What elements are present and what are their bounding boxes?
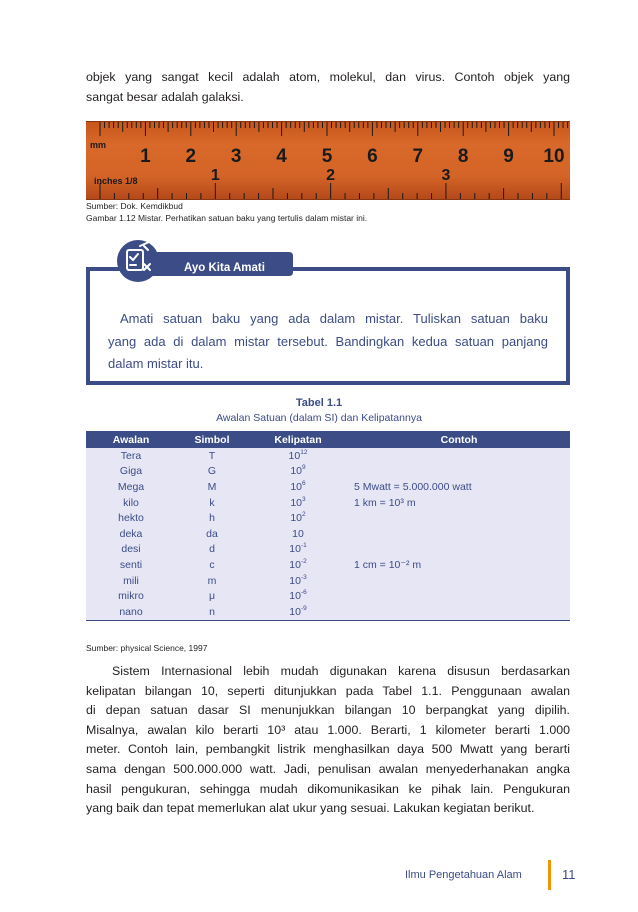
cell-multiple bbox=[248, 510, 348, 526]
ruler-photo bbox=[86, 121, 570, 200]
body-line: hasil pengukuran, sehingga mudah dikomunikasikan ke pihak lain. Pengukuran bbox=[86, 781, 570, 796]
cell-example bbox=[348, 510, 570, 526]
cell-example bbox=[348, 464, 570, 480]
multiple-exponent: -3 bbox=[300, 573, 307, 581]
body-line: yang baik dan tepat memerlukan alat ukur yang sesuai. Lakukan kegiatan berikut. bbox=[86, 801, 535, 816]
cell-multiple bbox=[248, 573, 348, 589]
cell-prefix: nano bbox=[86, 604, 176, 620]
header-prefix: Awalan bbox=[86, 431, 176, 448]
ruler-mm-label: mm bbox=[90, 140, 107, 150]
cell-multiple bbox=[248, 495, 348, 511]
cell-multiple bbox=[248, 588, 348, 604]
cell-prefix: kilo bbox=[123, 496, 139, 509]
ruler-cm-number: 2 bbox=[185, 146, 197, 167]
cell-example bbox=[348, 588, 570, 604]
cell-example: 1 cm = 10⁻² m bbox=[354, 558, 422, 571]
cell-symbol: μ bbox=[208, 590, 216, 603]
cell-symbol: n bbox=[176, 604, 248, 620]
ruler-drawing bbox=[86, 122, 570, 199]
multiple-base: 10 bbox=[288, 449, 301, 462]
table-row bbox=[86, 464, 570, 480]
ruler-inch-label: inches 1/8 bbox=[94, 176, 138, 186]
table-row bbox=[86, 542, 570, 558]
ruler-inch-number: 3 bbox=[441, 167, 451, 184]
body-line: di depan satuan dasar SI menunjukkan bilangan 10 berpangkat yang dipilih. bbox=[86, 703, 570, 718]
cell-multiple bbox=[248, 464, 348, 480]
ruler-cm-number: 1 bbox=[140, 146, 151, 167]
cell-symbol: d bbox=[209, 543, 215, 556]
table-row bbox=[86, 588, 570, 604]
cell-prefix: Tera bbox=[120, 449, 142, 462]
multiple-exponent: -9 bbox=[300, 604, 307, 612]
cell-prefix: senti bbox=[119, 558, 143, 571]
cell-symbol: k bbox=[209, 496, 215, 509]
activity-line: yang ada di dalam mistar tersebut. Bandingkan kedua satuan panjang bbox=[108, 333, 548, 349]
header-multiple: Kelipatan bbox=[248, 431, 348, 448]
body-line: sama dengan 500.000.000 watt. Jadi, penulisan awalan menyederhanakan angka bbox=[86, 761, 570, 776]
activity-icon-badge bbox=[117, 240, 159, 282]
body-paragraph bbox=[86, 662, 570, 819]
cell-multiple bbox=[248, 542, 348, 558]
cell-symbol: h bbox=[209, 512, 215, 525]
multiple-base: 10 bbox=[292, 527, 304, 540]
cell-prefix: mili bbox=[123, 574, 139, 587]
activity-line: dalam mistar itu. bbox=[108, 356, 204, 371]
intro-line: sangat besar adalah galaksi. bbox=[86, 89, 244, 104]
ruler-cm-number: 6 bbox=[367, 146, 378, 167]
activity-instructions bbox=[108, 308, 548, 376]
cell-prefix: Mega bbox=[117, 480, 145, 493]
multiple-base: 10 bbox=[290, 465, 303, 478]
ruler-cm-number: 3 bbox=[230, 146, 242, 167]
figure-source: Sumber: Dok. Kemdikbud bbox=[86, 201, 183, 211]
body-line: Sistem Internasional lebih mudah digunakan karena disusun berdasarkan bbox=[112, 664, 570, 678]
cell-prefix: Giga bbox=[119, 465, 143, 478]
cell-example bbox=[348, 448, 570, 464]
multiple-exponent: 6 bbox=[302, 479, 306, 487]
ruler-cm-number: 10 bbox=[543, 146, 565, 167]
table-row bbox=[86, 479, 570, 495]
table-row bbox=[86, 604, 570, 620]
ruler-cm-number: 7 bbox=[412, 146, 424, 167]
table-header-row bbox=[86, 431, 570, 448]
table-row bbox=[86, 557, 570, 573]
multiple-base: 10 bbox=[290, 512, 303, 525]
cell-example: 1 km = 10³ m bbox=[354, 496, 416, 509]
cell-example bbox=[348, 604, 570, 620]
intro-line: objek yang sangat kecil adalah atom, molekul, dan virus. Contoh objek yang bbox=[86, 70, 570, 84]
cell-multiple bbox=[248, 604, 348, 620]
header-example: Contoh bbox=[348, 431, 570, 448]
si-prefix-table bbox=[86, 431, 570, 621]
table-row bbox=[86, 495, 570, 511]
multiple-base: 10 bbox=[290, 480, 303, 493]
multiple-base: 10 bbox=[290, 496, 303, 509]
activity-header bbox=[113, 236, 293, 282]
table-subtitle: Awalan Satuan (dalam SI) dan Kelipatannya bbox=[216, 412, 422, 424]
table-source: Sumber: physical Science, 1997 bbox=[86, 643, 208, 653]
multiple-exponent: -1 bbox=[300, 542, 307, 550]
cell-example bbox=[348, 573, 570, 589]
cell-prefix: deka bbox=[119, 527, 143, 540]
cell-multiple bbox=[248, 557, 348, 573]
ruler-cm-number: 5 bbox=[321, 146, 333, 167]
ruler-inch-number: 2 bbox=[326, 167, 336, 184]
activity-line: Amati satuan baku yang ada dalam mistar. Tuliskan satuan baku bbox=[120, 311, 548, 326]
multiple-base: 10 bbox=[289, 574, 301, 587]
intro-paragraph bbox=[86, 68, 570, 107]
multiple-exponent: 9 bbox=[302, 464, 306, 472]
body-line: Misalnya, awalan kilo berarti 10³ atau 1.000. Berarti, 1 kilometer berarti 1.000 bbox=[86, 722, 570, 737]
cell-prefix: desi bbox=[121, 543, 141, 556]
table-row bbox=[86, 526, 570, 542]
multiple-exponent: 12 bbox=[300, 448, 308, 456]
multiple-exponent: -6 bbox=[300, 589, 307, 597]
multiple-exponent: -2 bbox=[300, 557, 307, 565]
footer-divider bbox=[548, 860, 551, 890]
page-number: 11 bbox=[562, 867, 576, 882]
table-row bbox=[86, 448, 570, 464]
activity-title: Ayo Kita Amati bbox=[184, 262, 265, 274]
body-line: kelipatan bilangan 10, seperti ditunjukkan pada Tabel 1.1. Penggunaan awalan bbox=[86, 683, 570, 698]
header-symbol: Simbol bbox=[176, 431, 248, 448]
cell-example bbox=[348, 526, 570, 542]
cell-example bbox=[348, 542, 570, 558]
ruler-cm-number: 9 bbox=[503, 146, 514, 167]
multiple-base: 10 bbox=[289, 558, 301, 571]
cell-symbol: da bbox=[206, 527, 218, 540]
cell-symbol: G bbox=[207, 465, 217, 478]
ruler-cm-number: 4 bbox=[276, 146, 287, 167]
cell-prefix: hekto bbox=[118, 512, 144, 525]
cell-symbol: T bbox=[208, 449, 216, 462]
figure-caption: Gambar 1.12 Mistar. Perhatikan satuan baku yang tertulis dalam mistar ini. bbox=[86, 213, 368, 223]
multiple-base: 10 bbox=[289, 543, 301, 556]
cell-symbol: M bbox=[207, 480, 217, 493]
cell-multiple bbox=[248, 479, 348, 495]
multiple-exponent: 2 bbox=[302, 511, 306, 519]
table-row bbox=[86, 510, 570, 526]
cell-symbol: m bbox=[207, 574, 217, 587]
multiple-base: 10 bbox=[289, 605, 301, 618]
cell-multiple bbox=[248, 526, 348, 542]
ruler-inch-number: 1 bbox=[210, 167, 220, 184]
table-title: Tabel 1.1 bbox=[295, 397, 343, 409]
footer-book-title: Ilmu Pengetahuan Alam bbox=[405, 869, 522, 881]
cell-prefix: mikro bbox=[118, 590, 144, 603]
cell-multiple bbox=[248, 448, 348, 464]
body-line: meter. Contoh lain, pembangkit listrik menghasilkan daya 500 Mwatt yang berarti bbox=[86, 742, 570, 757]
ruler-cm-number: 8 bbox=[457, 146, 469, 167]
cell-example: 5 Mwatt = 5.000.000 watt bbox=[354, 480, 472, 493]
cell-symbol: c bbox=[209, 558, 215, 571]
multiple-exponent: 3 bbox=[302, 495, 306, 503]
table-row bbox=[86, 573, 570, 589]
multiple-base: 10 bbox=[289, 590, 301, 603]
